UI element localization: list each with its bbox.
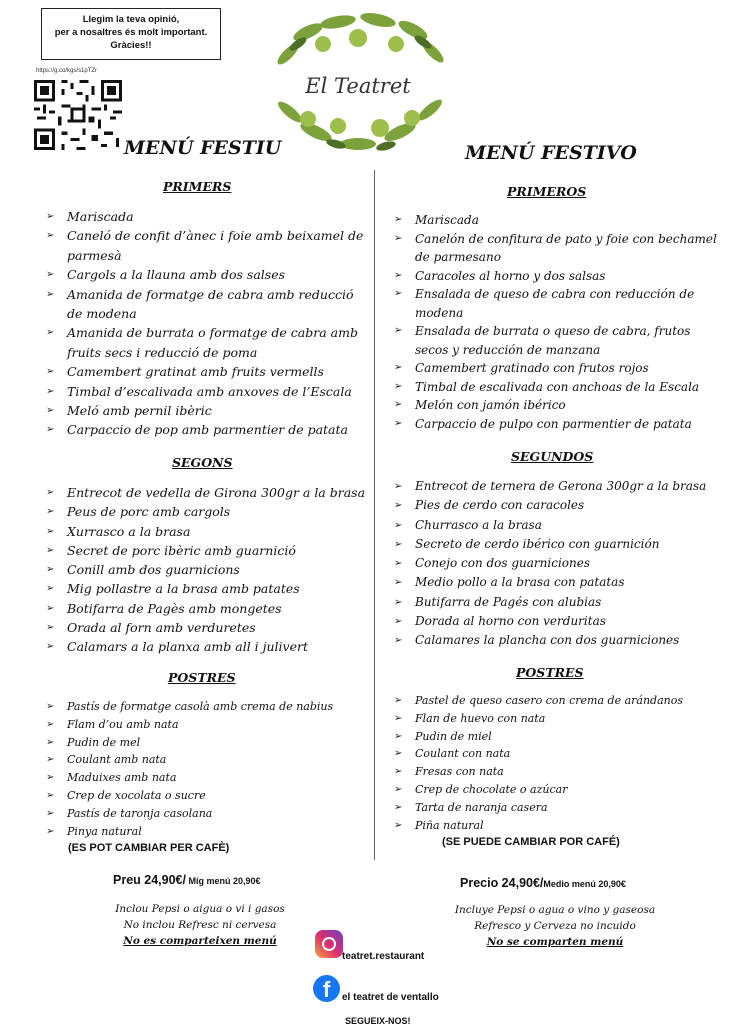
list-item: ➢ Calamars a la planxa amb all i julivert xyxy=(46,637,366,656)
list-item: ➢ Mig pollastre a la brasa amb patates xyxy=(46,579,366,598)
list-item: ➢ Camembert gratinat amb fruits vermells xyxy=(46,362,366,381)
list-item: ➢ Amanida de burrata o formatge de cabra amb fruits secs i reducció de poma xyxy=(46,323,366,362)
title-spanish: MENÚ FESTIVO xyxy=(465,142,637,164)
heading-primers: PRIMERS xyxy=(163,179,232,194)
share-note-ca: No es comparteixen menú xyxy=(123,935,277,947)
opinion-line-2: per a nosaltres és molt important. xyxy=(54,27,208,38)
heading-segundos: SEGUNDOS xyxy=(511,449,594,464)
list-item: ➢ Camembert gratinado con frutos rojos xyxy=(394,359,724,378)
list-item: ➢ Mariscada xyxy=(394,211,724,230)
list-item: ➢ Timbal d’escalivada amb anxoves de l’Escala xyxy=(46,382,366,401)
list-item: ➢ Mariscada xyxy=(46,207,366,226)
list-item: ➢ Botifarra de Pagès amb mongetes xyxy=(46,599,366,618)
list-item: ➢ Ensalada de queso de cabra con reducción de modena xyxy=(394,285,724,322)
inclusions-es xyxy=(440,902,670,950)
qr-url: https://g.co/kgs/s1pTZr xyxy=(36,68,98,74)
facebook-page[interactable]: el teatret de ventallo xyxy=(342,992,439,1003)
heading-postres-ca: POSTRES xyxy=(168,670,236,685)
list-item: ➢ Timbal de escalivada con anchoas de la Escala xyxy=(394,378,724,397)
list-item: ➢ Entrecot de vedella de Girona 300gr a la brasa xyxy=(46,483,366,502)
list-item: ➢ Carpaccio de pop amb parmentier de patata xyxy=(46,420,366,439)
list-item: ➢ Pastís de taronja casolana xyxy=(46,805,366,823)
title-catalan: MENÚ FESTIU xyxy=(124,137,282,159)
list-item: ➢ Butifarra de Pagés con alubias xyxy=(394,593,724,612)
list-item: ➢ Coulant con nata xyxy=(394,745,724,763)
list-item: ➢ Tarta de naranja casera xyxy=(394,799,724,817)
list-item: ➢ Carpaccio de pulpo con parmentier de patata xyxy=(394,415,724,434)
list-postres-ca xyxy=(46,698,366,840)
list-primers xyxy=(46,207,366,440)
share-note-es: No se comparten menú xyxy=(486,936,624,948)
facebook-icon[interactable]: f xyxy=(313,975,340,1002)
list-item: ➢ Meló amb pernil ibèric xyxy=(46,401,366,420)
list-item: ➢ Flam d’ou amb nata xyxy=(46,716,366,734)
column-divider xyxy=(374,170,375,860)
qr-code-icon[interactable] xyxy=(33,80,123,150)
follow-us: SEGUEIX-NOS! xyxy=(345,1016,411,1026)
list-item: ➢ Ensalada de burrata o queso de cabra, frutos secos y reducción de manzana xyxy=(394,322,724,359)
list-postres-es xyxy=(394,692,724,834)
logo-text: El Teatret xyxy=(305,74,411,98)
instagram-handle[interactable]: teatret.restaurant xyxy=(342,951,425,962)
list-item: ➢ Crep de xocolata o sucre xyxy=(46,787,366,805)
inclusion-line-1: Incluye Pepsi o agua o vino y gaseosa xyxy=(454,904,656,916)
opinion-line-3: Gràcies!! xyxy=(110,40,152,51)
list-item: ➢ Secreto de cerdo ibérico con guarnición xyxy=(394,535,724,554)
heading-primeros: PRIMEROS xyxy=(507,184,587,199)
list-item: ➢ Flan de huevo con nata xyxy=(394,710,724,728)
list-item: ➢ Pies de cerdo con caracoles xyxy=(394,496,724,515)
opinion-box xyxy=(41,8,221,60)
list-item: ➢ Xurrasco a la brasa xyxy=(46,522,366,541)
inclusions-ca xyxy=(100,901,300,949)
coffee-note-es: (SE PUEDE CAMBIAR POR CAFÉ) xyxy=(442,836,620,848)
list-item: ➢ Coulant amb nata xyxy=(46,751,366,769)
list-item: ➢ Cargols a la llauna amb dos salses xyxy=(46,265,366,284)
list-item: ➢ Maduixes amb nata xyxy=(46,769,366,787)
list-item: ➢ Caracoles al horno y dos salsas xyxy=(394,267,724,286)
list-primeros xyxy=(394,211,724,433)
list-item: ➢ Pudin de mel xyxy=(46,734,366,752)
list-segundos xyxy=(394,477,724,651)
list-item: ➢ Pastel de queso casero con crema de arándanos xyxy=(394,692,724,710)
inclusion-line-2: No inclou Refresc ni cervesa xyxy=(123,919,277,931)
heading-segons: SEGONS xyxy=(172,455,233,470)
list-item: ➢ Entrecot de ternera de Gerona 300gr a la brasa xyxy=(394,477,724,496)
list-segons xyxy=(46,483,366,657)
instagram-icon[interactable] xyxy=(315,930,343,958)
list-item: ➢ Peus de porc amb cargols xyxy=(46,502,366,521)
list-item: ➢ Churrasco a la brasa xyxy=(394,516,724,535)
list-item: ➢ Secret de porc ibèric amb guarnició xyxy=(46,541,366,560)
list-item: ➢ Conejo con dos guarniciones xyxy=(394,554,724,573)
list-item: ➢ Medio pollo a la brasa con patatas xyxy=(394,573,724,592)
list-item: ➢ Fresas con nata xyxy=(394,763,724,781)
price-ca: Preu 24,90€/ Mig menú 20,90€ xyxy=(113,873,261,887)
list-item: ➢ Pinya natural xyxy=(46,823,366,841)
list-item: ➢ Conill amb dos guarnicions xyxy=(46,560,366,579)
list-item: ➢ Pastís de formatge casolà amb crema de nabius xyxy=(46,698,366,716)
heading-postres-es: POSTRES xyxy=(516,665,584,680)
inclusion-line-2: Refresco y Cerveza no incuido xyxy=(474,920,636,932)
price-es: Precio 24,90€/Medio menú 20,90€ xyxy=(460,876,626,890)
coffee-note-ca: (ES POT CAMBIAR PER CAFÈ) xyxy=(68,842,230,854)
list-item: ➢ Orada al forn amb verduretes xyxy=(46,618,366,637)
list-item: ➢ Caneló de confit d’ànec i foie amb beixamel de parmesà xyxy=(46,226,366,265)
list-item: ➢ Canelón de confitura de pato y foie con bechamel de parmesano xyxy=(394,230,724,267)
list-item: ➢ Dorada al horno con verduritas xyxy=(394,612,724,631)
list-item: ➢ Crep de chocolate o azúcar xyxy=(394,781,724,799)
list-item: ➢ Calamares la plancha con dos guarniciones xyxy=(394,631,724,650)
list-item: ➢ Melón con jamón ibérico xyxy=(394,396,724,415)
list-item: ➢ Pudin de miel xyxy=(394,728,724,746)
opinion-line-1: Llegim la teva opinió, xyxy=(82,14,180,25)
inclusion-line-1: Inclou Pepsi o aigua o vi i gasos xyxy=(115,903,285,915)
list-item: ➢ Piña natural xyxy=(394,817,724,835)
list-item: ➢ Amanida de formatge de cabra amb reducció de modena xyxy=(46,285,366,324)
